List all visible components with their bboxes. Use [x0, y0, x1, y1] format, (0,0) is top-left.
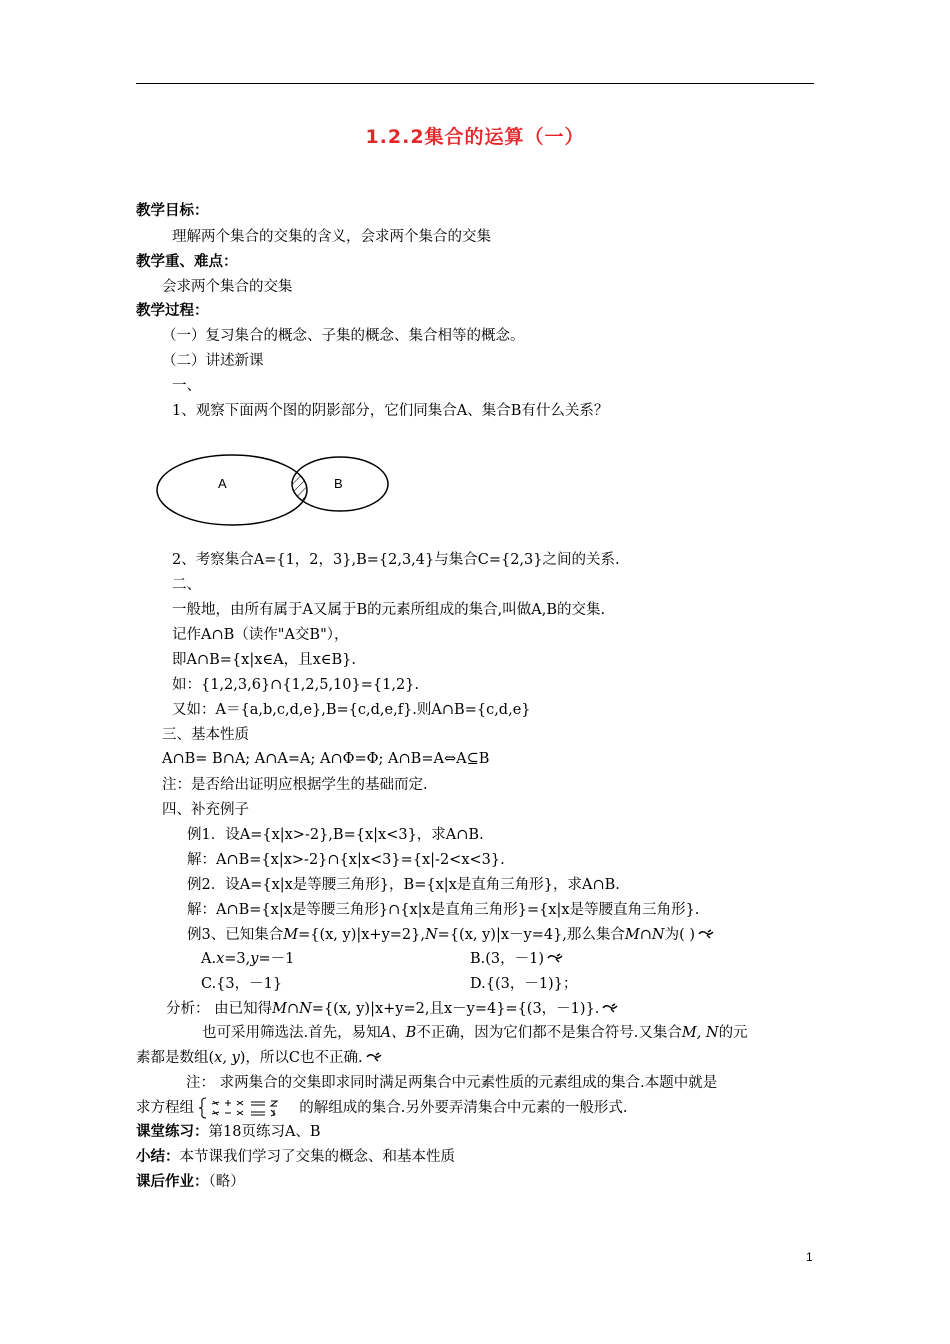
marker-icon — [602, 999, 618, 1019]
summary: 小结：本节课我们学习了交集的概念、和基本性质 — [136, 1149, 455, 1165]
section-4: 四、补充例子 — [162, 802, 249, 818]
goal-text: 理解两个集合的交集的含义，会求两个集合的交集 — [172, 229, 491, 245]
question-1: 1、观察下面两个图的阴影部分，它们同集合A、集合B有什么关系？ — [172, 403, 609, 419]
note-2: 注： 求两集合的交集即求同时满足两集合中元素性质的元素组成的集合.本题中就是 — [186, 1075, 718, 1091]
page-number: 1 — [806, 1250, 813, 1264]
example-2-solution: 解：A∩B={x|x是等腰三角形}∩{x|x是直角三角形}={x|x是等腰直角三角形}. — [187, 902, 700, 918]
homework: 课后作业：（略） — [136, 1174, 245, 1190]
equation-system-image — [199, 1097, 295, 1119]
option-d: D.{(3，－1)}； — [470, 976, 578, 992]
option-c: C.{3，－1} — [201, 976, 283, 992]
properties: A∩B= B∩A; A∩A=A; A∩Φ=Φ; A∩B=A⇔A⊆B — [162, 751, 490, 767]
analysis-3: 素都是数组(x, y)，所以C也不正确. — [136, 1048, 382, 1068]
option-b: B.(3，－1) — [470, 949, 563, 969]
set-a-label: A — [218, 476, 227, 491]
venn-diagram — [150, 448, 400, 530]
practice: 课堂练习：第18页练习A、B — [136, 1124, 321, 1140]
example-2: 例2．设A={x|x是等腰三角形}，B={x|x是直角三角形}，求A∩B. — [187, 877, 620, 893]
example-1-solution: 解：A∩B={x|x>-2}∩{x|x<3}={x|-2<x<3}. — [187, 852, 505, 868]
marker-icon — [547, 949, 563, 969]
example-1: 例1．设A={x|x>-2},B={x|x<3}，求A∩B. — [187, 827, 484, 843]
process-item-1: （一）复习集合的概念、子集的概念、集合相等的概念。 — [162, 328, 525, 344]
notation: 记作A∩B（读作"A交B"）， — [172, 627, 349, 643]
set-builder: 即A∩B={x|x∈A，且x∈B}. — [172, 652, 356, 668]
example-b: 又如：A＝{a,b,c,d,e},B={c,d,e,f}.则A∩B={c,d,e} — [172, 702, 531, 718]
note-2-continued: 求方程组 的解组成的集合.另外要弄清集合中元素的一般形式. — [136, 1097, 627, 1119]
heading-key: 教学重、难点： — [136, 254, 238, 270]
heading-process: 教学过程： — [136, 303, 209, 319]
analysis-1: 分析： 由已知得M∩N={(x, y)|x+y=2,且x－y=4}={(3，－1)}. — [166, 999, 618, 1019]
section-1: 一、 — [172, 378, 201, 394]
option-a: A.x=3,y=－1 — [201, 951, 295, 967]
marker-icon — [698, 925, 714, 945]
set-a-ellipse — [157, 455, 307, 525]
analysis-2: 也可采用筛选法.首先，易知A、B不正确，因为它们都不是集合符号.又集合M, N的元 — [202, 1025, 748, 1041]
process-item-2: （二）讲述新课 — [162, 353, 264, 369]
page-title: 1.2.2集合的运算（一） — [365, 126, 585, 148]
example-a: 如：{1,2,3,6}∩{1,2,5,10}={1,2}. — [172, 677, 420, 693]
marker-icon — [366, 1048, 382, 1068]
set-b-label: B — [334, 476, 343, 491]
question-2: 2、考察集合A={1，2，3},B={2,3,4}与集合C={2,3}之间的关系. — [172, 552, 620, 568]
section-3: 三、基本性质 — [162, 727, 249, 743]
example-3: 例3、已知集合M={(x, y)|x+y=2},N={(x, y)|x－y=4},那么集合M∩N为( ) — [187, 925, 714, 945]
note-1: 注：是否给出证明应根据学生的基础而定. — [162, 777, 428, 793]
key-text: 会求两个集合的交集 — [162, 279, 293, 295]
definition: 一般地，由所有属于A又属于B的元素所组成的集合,叫做A,B的交集. — [172, 602, 606, 618]
section-2: 二、 — [172, 577, 201, 593]
top-rule — [136, 83, 814, 84]
heading-goal: 教学目标： — [136, 203, 209, 219]
